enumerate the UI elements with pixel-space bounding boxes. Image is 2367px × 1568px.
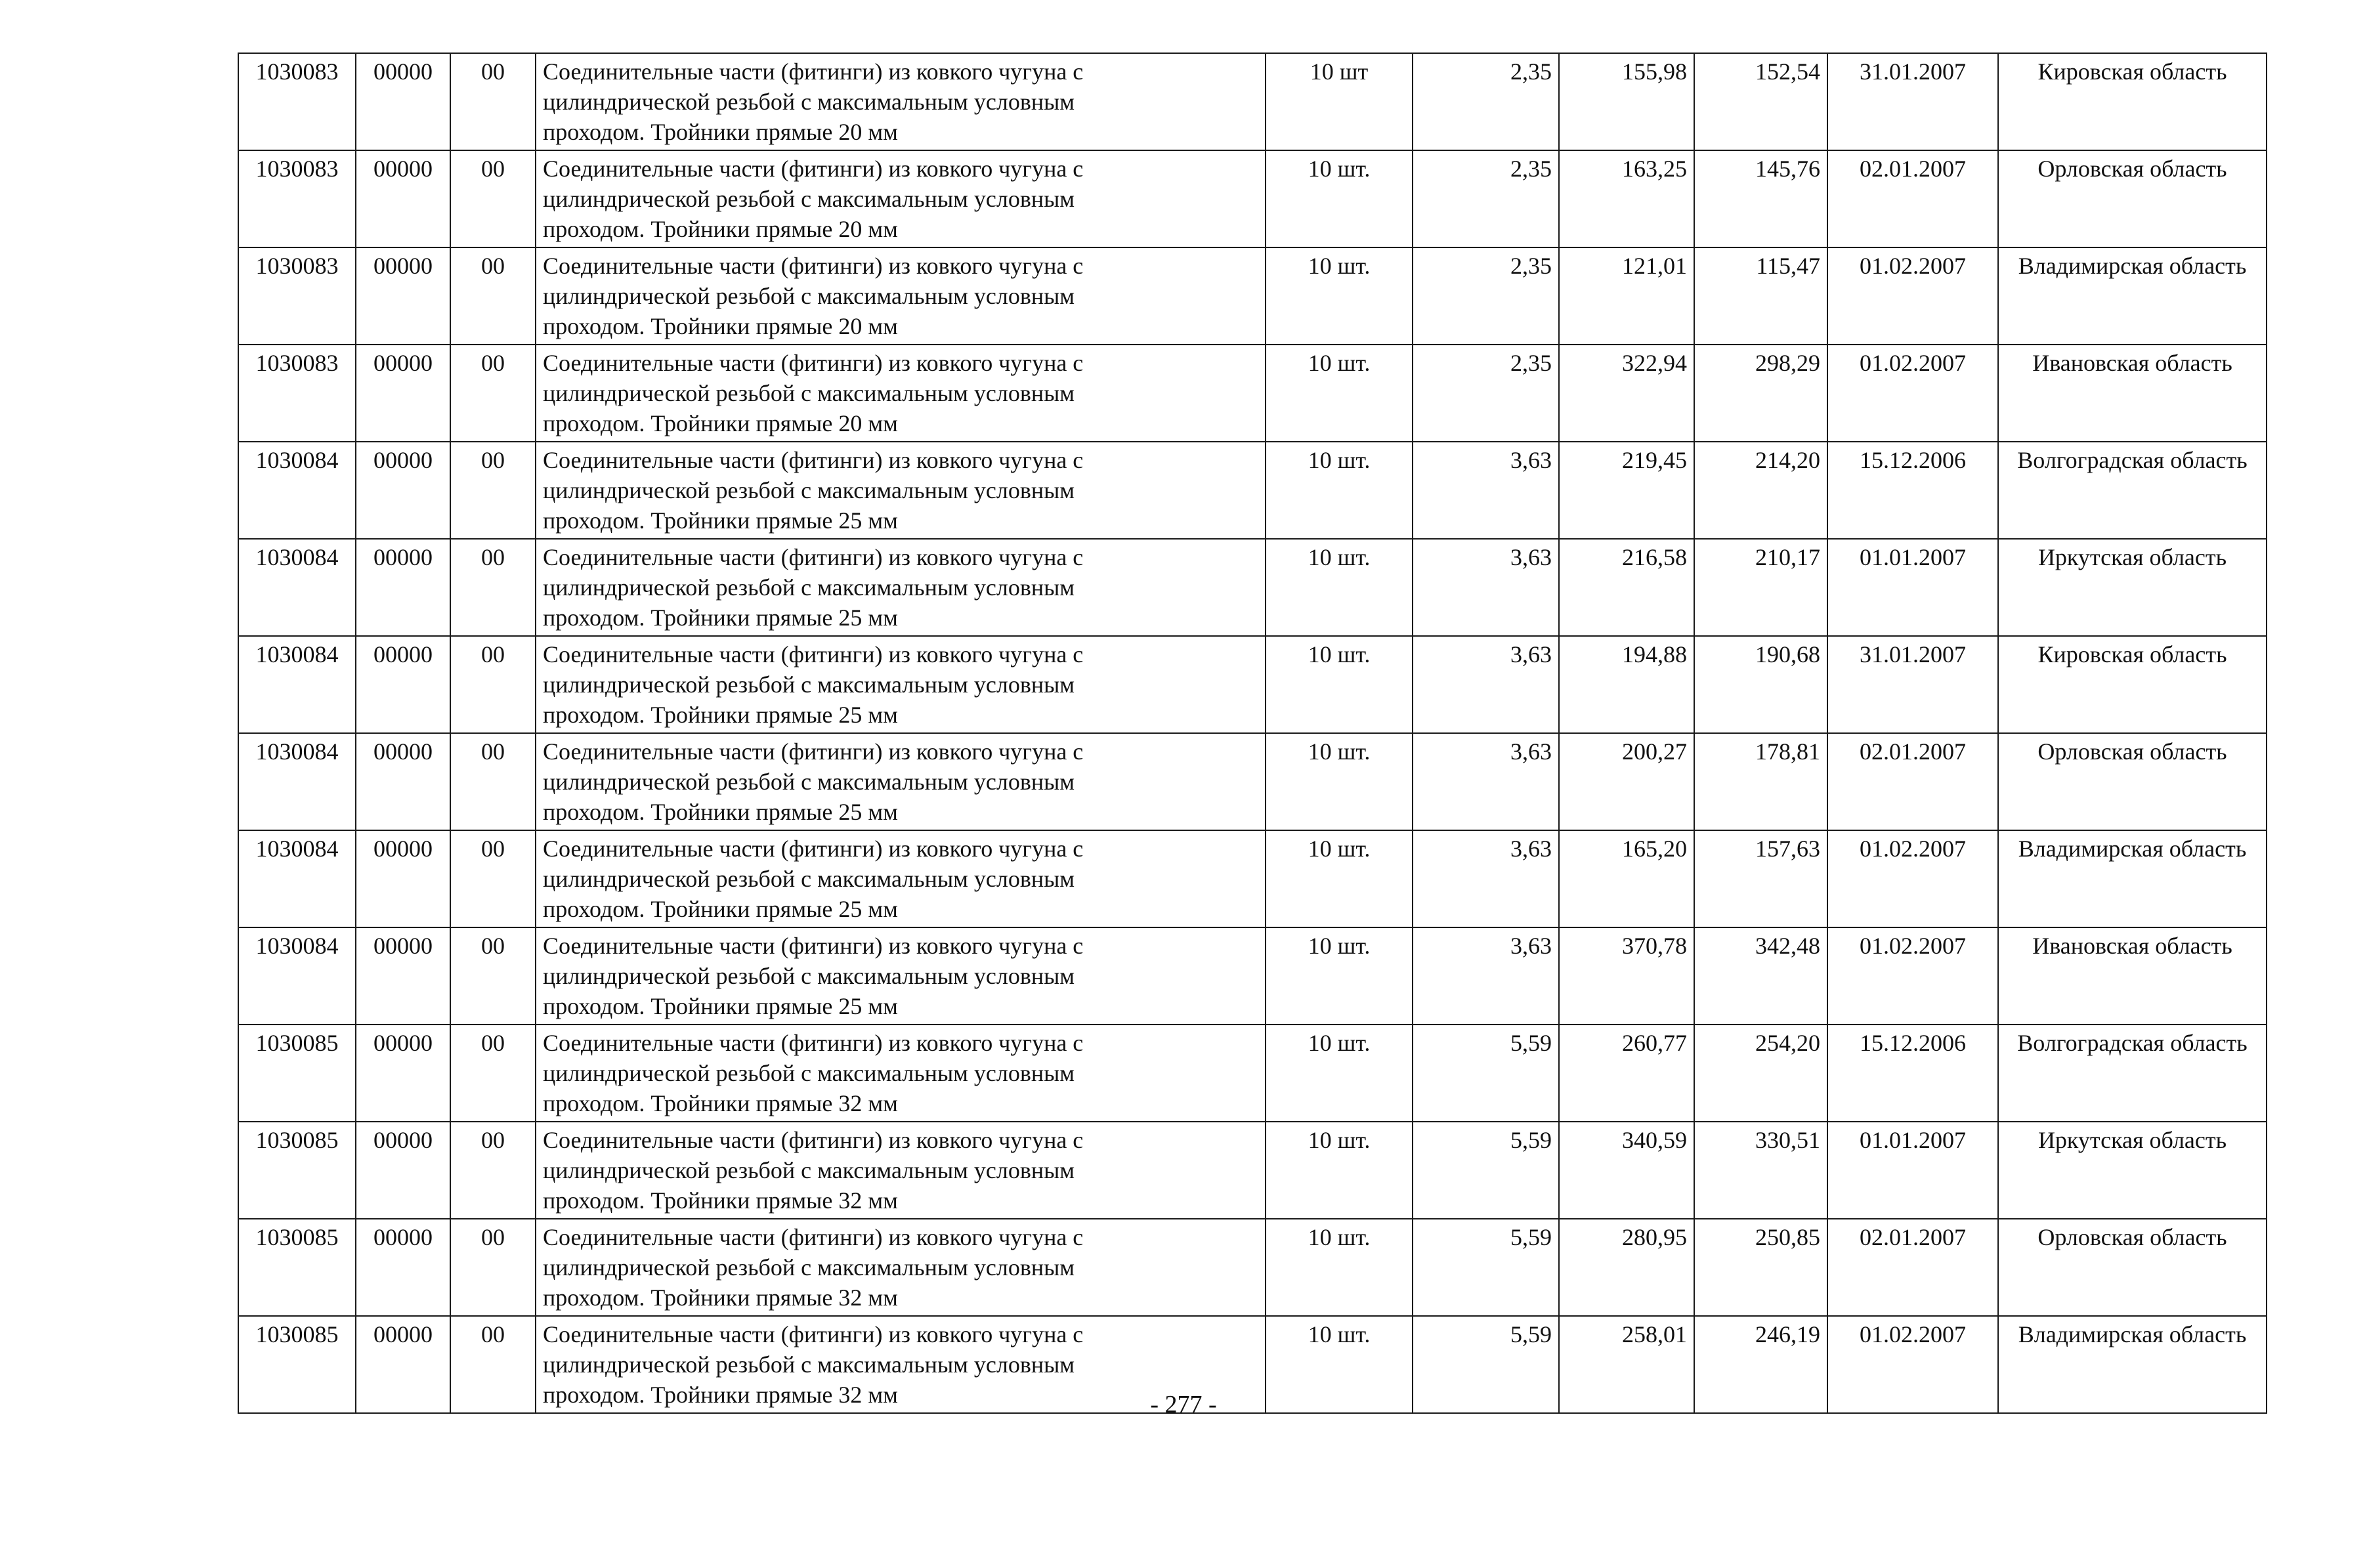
description-line: проходом. Тройники прямые 25 мм — [543, 604, 898, 631]
suffix-cell: 00 — [450, 1219, 536, 1316]
table-row — [238, 247, 2267, 345]
description-line: Соединительные части (фитинги) из ковкого чугуна с — [543, 836, 1084, 862]
subcode-cell: 00000 — [356, 927, 450, 1025]
unit-cell: 10 шт. — [1266, 927, 1413, 1025]
product-code-cell: 1030083 — [238, 53, 356, 150]
description-line: Соединительные части (фитинги) из ковкого чугуна с — [543, 1321, 1084, 1347]
description-line: проходом. Тройники прямые 32 мм — [543, 1382, 898, 1408]
product-code-cell: 1030084 — [238, 830, 356, 927]
table-row — [238, 1122, 2267, 1219]
description-line: проходом. Тройники прямые 20 мм — [543, 216, 898, 242]
description-line: проходом. Тройники прямые 25 мм — [543, 993, 898, 1019]
price-cell: 210,17 — [1694, 539, 1827, 636]
price-cell: 121,01 — [1559, 247, 1694, 345]
date-cell: 15.12.2006 — [1827, 1025, 1998, 1122]
description-line: цилиндрической резьбой с максимальным условным — [543, 1351, 1075, 1378]
price-cell: 322,94 — [1559, 345, 1694, 442]
unit-cell: 10 шт. — [1266, 1219, 1413, 1316]
price-cell: 165,20 — [1559, 830, 1694, 927]
description-line: проходом. Тройники прямые 20 мм — [543, 313, 898, 339]
price-cell: 178,81 — [1694, 733, 1827, 830]
price-cell: 115,47 — [1694, 247, 1827, 345]
subcode-cell: 00000 — [356, 539, 450, 636]
subcode-cell: 00000 — [356, 345, 450, 442]
table-row — [238, 539, 2267, 636]
table-row — [238, 53, 2267, 150]
price-cell: 254,20 — [1694, 1025, 1827, 1122]
region-cell: Владимирская область — [1998, 247, 2267, 345]
description-line: цилиндрической резьбой с максимальным условным — [543, 671, 1075, 698]
description-line: проходом. Тройники прямые 32 мм — [543, 1284, 898, 1311]
date-cell: 31.01.2007 — [1827, 53, 1998, 150]
product-code-cell: 1030084 — [238, 927, 356, 1025]
description-line: проходом. Тройники прямые 32 мм — [543, 1187, 898, 1214]
page-number: - 277 - — [1150, 1391, 1217, 1418]
region-cell: Орловская область — [1998, 1219, 2267, 1316]
table-row — [238, 1219, 2267, 1316]
product-code-cell: 1030084 — [238, 733, 356, 830]
suffix-cell: 00 — [450, 1122, 536, 1219]
table-row — [238, 150, 2267, 247]
subcode-cell: 00000 — [356, 733, 450, 830]
date-cell: 15.12.2006 — [1827, 442, 1998, 539]
description-cell — [536, 1025, 1266, 1122]
description-line: Соединительные части (фитинги) из ковкого чугуна с — [543, 933, 1084, 959]
product-code-cell: 1030084 — [238, 539, 356, 636]
suffix-cell: 00 — [450, 539, 536, 636]
product-code-cell: 1030083 — [238, 345, 356, 442]
unit-cell: 10 шт. — [1266, 345, 1413, 442]
description-cell — [536, 247, 1266, 345]
quantity-cell: 5,59 — [1413, 1219, 1559, 1316]
region-cell: Кировская область — [1998, 636, 2267, 733]
description-cell — [536, 150, 1266, 247]
quantity-cell: 3,63 — [1413, 733, 1559, 830]
description-line: проходом. Тройники прямые 32 мм — [543, 1090, 898, 1116]
unit-cell: 10 шт. — [1266, 247, 1413, 345]
unit-cell: 10 шт. — [1266, 442, 1413, 539]
quantity-cell: 5,59 — [1413, 1025, 1559, 1122]
description-line: цилиндрической резьбой с максимальным условным — [543, 380, 1075, 406]
suffix-cell: 00 — [450, 927, 536, 1025]
description-line: цилиндрической резьбой с максимальным условным — [543, 1254, 1075, 1281]
quantity-cell: 3,63 — [1413, 539, 1559, 636]
table-row — [238, 927, 2267, 1025]
unit-cell: 10 шт. — [1266, 539, 1413, 636]
product-code-cell: 1030084 — [238, 636, 356, 733]
price-cell: 246,19 — [1694, 1316, 1827, 1413]
product-code-cell: 1030085 — [238, 1025, 356, 1122]
description-line: цилиндрической резьбой с максимальным условным — [543, 769, 1075, 795]
quantity-cell: 3,63 — [1413, 830, 1559, 927]
suffix-cell: 00 — [450, 830, 536, 927]
price-cell: 260,77 — [1559, 1025, 1694, 1122]
description-line: цилиндрической резьбой с максимальным условным — [543, 574, 1075, 601]
region-cell: Владимирская область — [1998, 1316, 2267, 1413]
suffix-cell: 00 — [450, 636, 536, 733]
date-cell: 01.02.2007 — [1827, 927, 1998, 1025]
description-line: проходом. Тройники прямые 25 мм — [543, 507, 898, 534]
region-cell: Кировская область — [1998, 53, 2267, 150]
suffix-cell: 00 — [450, 247, 536, 345]
description-line: цилиндрической резьбой с максимальным условным — [543, 186, 1075, 212]
suffix-cell: 00 — [450, 53, 536, 150]
date-cell: 31.01.2007 — [1827, 636, 1998, 733]
subcode-cell: 00000 — [356, 636, 450, 733]
region-cell: Иркутская область — [1998, 539, 2267, 636]
date-cell: 01.01.2007 — [1827, 1122, 1998, 1219]
region-cell: Орловская область — [1998, 150, 2267, 247]
description-line: проходом. Тройники прямые 20 мм — [543, 410, 898, 436]
quantity-cell: 3,63 — [1413, 636, 1559, 733]
price-cell: 342,48 — [1694, 927, 1827, 1025]
region-cell: Ивановская область — [1998, 927, 2267, 1025]
subcode-cell: 00000 — [356, 442, 450, 539]
date-cell: 02.01.2007 — [1827, 733, 1998, 830]
unit-cell: 10 шт. — [1266, 1316, 1413, 1413]
date-cell: 01.02.2007 — [1827, 1316, 1998, 1413]
region-cell: Ивановская область — [1998, 345, 2267, 442]
description-line: цилиндрической резьбой с максимальным условным — [543, 866, 1075, 892]
product-code-cell: 1030084 — [238, 442, 356, 539]
suffix-cell: 00 — [450, 442, 536, 539]
quantity-cell: 2,35 — [1413, 247, 1559, 345]
product-code-cell: 1030083 — [238, 247, 356, 345]
suffix-cell: 00 — [450, 1316, 536, 1413]
unit-cell: 10 шт — [1266, 53, 1413, 150]
description-line: Соединительные части (фитинги) из ковкого чугуна с — [543, 1127, 1084, 1153]
price-cell: 214,20 — [1694, 442, 1827, 539]
description-line: Соединительные части (фитинги) из ковкого чугуна с — [543, 253, 1084, 279]
product-code-cell: 1030085 — [238, 1122, 356, 1219]
description-line: цилиндрической резьбой с максимальным условным — [543, 477, 1075, 503]
product-code-cell: 1030085 — [238, 1219, 356, 1316]
price-cell: 258,01 — [1559, 1316, 1694, 1413]
table-row — [238, 442, 2267, 539]
description-line: проходом. Тройники прямые 25 мм — [543, 799, 898, 825]
date-cell: 01.01.2007 — [1827, 539, 1998, 636]
price-cell: 219,45 — [1559, 442, 1694, 539]
quantity-cell: 3,63 — [1413, 927, 1559, 1025]
price-cell: 194,88 — [1559, 636, 1694, 733]
quantity-cell: 3,63 — [1413, 442, 1559, 539]
suffix-cell: 00 — [450, 733, 536, 830]
product-code-cell: 1030085 — [238, 1316, 356, 1413]
description-line: Соединительные части (фитинги) из ковкого чугуна с — [543, 447, 1084, 473]
unit-cell: 10 шт. — [1266, 830, 1413, 927]
unit-cell: 10 шт. — [1266, 1122, 1413, 1219]
description-line: Соединительные части (фитинги) из ковкого чугуна с — [543, 58, 1084, 85]
description-line: цилиндрической резьбой с максимальным условным — [543, 1157, 1075, 1183]
description-cell — [536, 636, 1266, 733]
date-cell: 01.02.2007 — [1827, 830, 1998, 927]
table-row — [238, 733, 2267, 830]
subcode-cell: 00000 — [356, 53, 450, 150]
price-cell: 163,25 — [1559, 150, 1694, 247]
quantity-cell: 2,35 — [1413, 150, 1559, 247]
subcode-cell: 00000 — [356, 1316, 450, 1413]
description-cell — [536, 442, 1266, 539]
description-cell — [536, 927, 1266, 1025]
price-cell: 190,68 — [1694, 636, 1827, 733]
region-cell: Волгоградская область — [1998, 1025, 2267, 1122]
description-line: цилиндрической резьбой с максимальным условным — [543, 1060, 1075, 1086]
subcode-cell: 00000 — [356, 1025, 450, 1122]
region-cell: Иркутская область — [1998, 1122, 2267, 1219]
quantity-cell: 5,59 — [1413, 1316, 1559, 1413]
description-line: цилиндрической резьбой с максимальным условным — [543, 283, 1075, 309]
description-line: Соединительные части (фитинги) из ковкого чугуна с — [543, 156, 1084, 182]
price-cell: 200,27 — [1559, 733, 1694, 830]
price-cell: 145,76 — [1694, 150, 1827, 247]
description-cell — [536, 1219, 1266, 1316]
table-row — [238, 345, 2267, 442]
description-cell — [536, 1122, 1266, 1219]
unit-cell: 10 шт. — [1266, 1025, 1413, 1122]
price-cell: 330,51 — [1694, 1122, 1827, 1219]
subcode-cell: 00000 — [356, 1219, 450, 1316]
subcode-cell: 00000 — [356, 150, 450, 247]
table-row — [238, 830, 2267, 927]
unit-cell: 10 шт. — [1266, 636, 1413, 733]
subcode-cell: 00000 — [356, 1122, 450, 1219]
table-row — [238, 636, 2267, 733]
price-cell: 298,29 — [1694, 345, 1827, 442]
price-table — [238, 53, 2267, 1414]
description-cell — [536, 345, 1266, 442]
date-cell: 01.02.2007 — [1827, 345, 1998, 442]
table-row — [238, 1025, 2267, 1122]
price-cell: 155,98 — [1559, 53, 1694, 150]
description-line: цилиндрической резьбой с максимальным условным — [543, 89, 1075, 115]
price-cell: 370,78 — [1559, 927, 1694, 1025]
suffix-cell: 00 — [450, 345, 536, 442]
description-line: Соединительные части (фитинги) из ковкого чугуна с — [543, 544, 1084, 570]
quantity-cell: 2,35 — [1413, 345, 1559, 442]
price-cell: 250,85 — [1694, 1219, 1827, 1316]
subcode-cell: 00000 — [356, 830, 450, 927]
suffix-cell: 00 — [450, 150, 536, 247]
price-cell: 157,63 — [1694, 830, 1827, 927]
price-cell: 152,54 — [1694, 53, 1827, 150]
description-line: проходом. Тройники прямые 20 мм — [543, 119, 898, 145]
description-line: Соединительные части (фитинги) из ковкого чугуна с — [543, 641, 1084, 667]
suffix-cell: 00 — [450, 1025, 536, 1122]
description-line: проходом. Тройники прямые 25 мм — [543, 896, 898, 922]
price-cell: 280,95 — [1559, 1219, 1694, 1316]
region-cell: Волгоградская область — [1998, 442, 2267, 539]
price-cell: 216,58 — [1559, 539, 1694, 636]
description-cell — [536, 830, 1266, 927]
date-cell: 01.02.2007 — [1827, 247, 1998, 345]
product-code-cell: 1030083 — [238, 150, 356, 247]
description-line: Соединительные части (фитинги) из ковкого чугуна с — [543, 1224, 1084, 1250]
date-cell: 02.01.2007 — [1827, 1219, 1998, 1316]
description-line: Соединительные части (фитинги) из ковкого чугуна с — [543, 1030, 1084, 1056]
date-cell: 02.01.2007 — [1827, 150, 1998, 247]
price-cell: 340,59 — [1559, 1122, 1694, 1219]
unit-cell: 10 шт. — [1266, 150, 1413, 247]
quantity-cell: 2,35 — [1413, 53, 1559, 150]
subcode-cell: 00000 — [356, 247, 450, 345]
region-cell: Владимирская область — [1998, 830, 2267, 927]
description-line: проходом. Тройники прямые 25 мм — [543, 702, 898, 728]
description-cell — [536, 539, 1266, 636]
description-line: Соединительные части (фитинги) из ковкого чугуна с — [543, 738, 1084, 765]
table-body — [238, 53, 2267, 1413]
unit-cell: 10 шт. — [1266, 733, 1413, 830]
description-line: Соединительные части (фитинги) из ковкого чугуна с — [543, 350, 1084, 376]
region-cell: Орловская область — [1998, 733, 2267, 830]
description-line: цилиндрической резьбой с максимальным условным — [543, 963, 1075, 989]
quantity-cell: 5,59 — [1413, 1122, 1559, 1219]
description-cell — [536, 733, 1266, 830]
description-cell — [536, 53, 1266, 150]
